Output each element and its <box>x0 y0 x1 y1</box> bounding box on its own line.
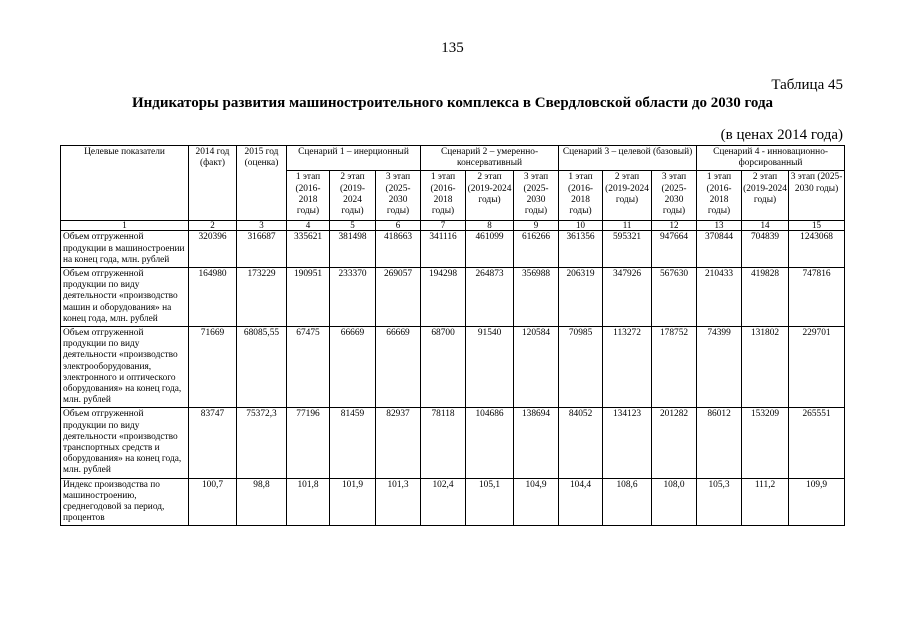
header-scenario-3: Сценарий 3 – целевой (базовый) <box>559 146 697 171</box>
indicator-value: 102,4 <box>421 478 466 526</box>
indicator-value: 82937 <box>376 408 421 478</box>
indicator-value: 138694 <box>514 408 559 478</box>
indicator-value: 101,8 <box>287 478 330 526</box>
indicator-value: 269057 <box>376 268 421 327</box>
header-scenario-1: Сценарий 1 – инерционный <box>287 146 421 171</box>
header-stage: 1 этап (2016-2018 годы) <box>421 171 466 221</box>
column-number: 6 <box>376 221 421 231</box>
header-indicators: Целевые показатели <box>61 146 189 221</box>
page-number: 135 <box>441 40 464 56</box>
header-row-scenarios <box>61 146 845 171</box>
indicator-value: 86012 <box>697 408 742 478</box>
indicator-value: 418663 <box>376 231 421 268</box>
indicator-value: 68700 <box>421 327 466 408</box>
table-label: Таблица 45 <box>771 77 843 93</box>
indicator-value: 947664 <box>652 231 697 268</box>
indicator-value: 67475 <box>287 327 330 408</box>
indicator-value: 68085,55 <box>237 327 287 408</box>
indicator-value: 335621 <box>287 231 330 268</box>
column-number: 11 <box>603 221 652 231</box>
header-stage: 2 этап (2019-2024 годы) <box>603 171 652 221</box>
table-row <box>61 231 845 268</box>
indicator-value: 77196 <box>287 408 330 478</box>
document-title: Индикаторы развития машиностроительного комплекса в Свердловской области до 2030 года <box>131 95 774 111</box>
indicator-value: 361356 <box>559 231 603 268</box>
indicator-value: 356988 <box>514 268 559 327</box>
indicator-value: 75372,3 <box>237 408 287 478</box>
indicator-label: Объем отгруженной продукции в машиностроении на конец года, млн. рублей <box>61 231 189 268</box>
indicator-value: 134123 <box>603 408 652 478</box>
indicator-value: 74399 <box>697 327 742 408</box>
column-number: 2 <box>189 221 237 231</box>
header-stage: 1 этап (2016-2018 годы) <box>287 171 330 221</box>
table-row <box>61 268 845 327</box>
indicator-value: 78118 <box>421 408 466 478</box>
indicator-value: 153209 <box>742 408 789 478</box>
indicator-value: 81459 <box>330 408 376 478</box>
indicator-value: 341116 <box>421 231 466 268</box>
indicator-value: 66669 <box>376 327 421 408</box>
indicator-value: 229701 <box>789 327 845 408</box>
header-2015: 2015 год (оценка) <box>237 146 287 221</box>
indicator-value: 164980 <box>189 268 237 327</box>
header-2014: 2014 год (факт) <box>189 146 237 221</box>
header-scenario-4: Сценарий 4 - инновационно-форсированный <box>697 146 845 171</box>
indicator-value: 113272 <box>603 327 652 408</box>
indicator-value: 84052 <box>559 408 603 478</box>
indicator-label: Индекс производства по машиностроению, среднегодовой за период, процентов <box>61 478 189 526</box>
header-stage: 3 этап (2025-2030 годы) <box>514 171 559 221</box>
indicator-label: Объем отгруженной продукции по виду деятельности «производство транспортных средств и оборудования» на конец года, млн. рублей <box>61 408 189 478</box>
indicator-value: 111,2 <box>742 478 789 526</box>
header-stage: 2 этап (2019-2024 годы) <box>742 171 789 221</box>
price-note: (в ценах 2014 года) <box>720 127 843 143</box>
indicator-value: 70985 <box>559 327 603 408</box>
indicator-value: 461099 <box>466 231 514 268</box>
column-number-row <box>61 221 845 231</box>
indicator-value: 194298 <box>421 268 466 327</box>
indicator-value: 173229 <box>237 268 287 327</box>
header-stage: 3 этап (2025-2030 годы) <box>652 171 697 221</box>
table-row <box>61 408 845 478</box>
column-number: 5 <box>330 221 376 231</box>
indicator-value: 101,9 <box>330 478 376 526</box>
indicator-label: Объем отгруженной продукции по виду деятельности «производство электрооборудования, электронного и оптического оборудования» на конец года, млн. рублей <box>61 327 189 408</box>
indicator-value: 381498 <box>330 231 376 268</box>
indicator-value: 71669 <box>189 327 237 408</box>
indicator-value: 201282 <box>652 408 697 478</box>
indicator-value: 108,6 <box>603 478 652 526</box>
indicator-value: 109,9 <box>789 478 845 526</box>
table-row <box>61 478 845 526</box>
indicator-value: 104686 <box>466 408 514 478</box>
column-number: 13 <box>697 221 742 231</box>
indicator-value: 264873 <box>466 268 514 327</box>
header-stage: 1 этап (2016-2018 годы) <box>697 171 742 221</box>
indicator-value: 91540 <box>466 327 514 408</box>
column-number: 4 <box>287 221 330 231</box>
indicator-value: 370844 <box>697 231 742 268</box>
indicator-value: 105,3 <box>697 478 742 526</box>
indicator-value: 320396 <box>189 231 237 268</box>
header-stage: 3 этап (2025-2030 годы) <box>376 171 421 221</box>
column-number: 15 <box>789 221 845 231</box>
column-number: 8 <box>466 221 514 231</box>
indicator-value: 190951 <box>287 268 330 327</box>
indicator-value: 347926 <box>603 268 652 327</box>
indicator-value: 206319 <box>559 268 603 327</box>
column-number: 1 <box>61 221 189 231</box>
indicator-value: 616266 <box>514 231 559 268</box>
column-number: 9 <box>514 221 559 231</box>
header-stage: 1 этап (2016-2018 годы) <box>559 171 603 221</box>
column-number: 12 <box>652 221 697 231</box>
indicator-value: 210433 <box>697 268 742 327</box>
indicator-value: 98,8 <box>237 478 287 526</box>
indicator-label: Объем отгруженной продукции по виду деятельности «производство машин и оборудования» на конец года, млн. рублей <box>61 268 189 327</box>
indicator-value: 105,1 <box>466 478 514 526</box>
indicator-value: 747816 <box>789 268 845 327</box>
indicator-value: 83747 <box>189 408 237 478</box>
indicator-value: 567630 <box>652 268 697 327</box>
indicator-value: 131802 <box>742 327 789 408</box>
indicator-value: 316687 <box>237 231 287 268</box>
column-number: 10 <box>559 221 603 231</box>
indicator-value: 100,7 <box>189 478 237 526</box>
indicator-value: 66669 <box>330 327 376 408</box>
table-row <box>61 327 845 408</box>
indicator-value: 704839 <box>742 231 789 268</box>
indicator-value: 178752 <box>652 327 697 408</box>
column-number: 14 <box>742 221 789 231</box>
indicator-value: 120584 <box>514 327 559 408</box>
header-stage: 3 этап (2025-2030 годы) <box>789 171 845 221</box>
header-scenario-2: Сценарий 2 – умеренно-консервативный <box>421 146 559 171</box>
indicator-value: 104,9 <box>514 478 559 526</box>
indicator-value: 1243068 <box>789 231 845 268</box>
header-stage: 2 этап (2019-2024 годы) <box>330 171 376 221</box>
indicators-table <box>60 145 845 526</box>
indicator-value: 108,0 <box>652 478 697 526</box>
indicator-value: 419828 <box>742 268 789 327</box>
column-number: 3 <box>237 221 287 231</box>
column-number: 7 <box>421 221 466 231</box>
indicator-value: 233370 <box>330 268 376 327</box>
indicator-value: 101,3 <box>376 478 421 526</box>
indicator-value: 104,4 <box>559 478 603 526</box>
indicator-value: 595321 <box>603 231 652 268</box>
header-stage: 2 этап (2019-2024 годы) <box>466 171 514 221</box>
indicator-value: 265551 <box>789 408 845 478</box>
